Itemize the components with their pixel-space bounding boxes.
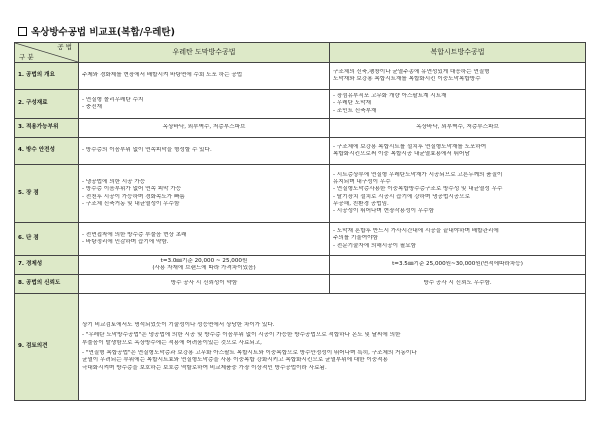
review-row bbox=[15, 294, 586, 401]
composite-cell bbox=[330, 256, 586, 275]
cell-line: - 전문기술자에 의해시공이 필요함 bbox=[333, 242, 417, 249]
comparison-table bbox=[14, 42, 586, 401]
row-label: 3. 적용가능부위 bbox=[15, 119, 79, 138]
cell-line: 방수 공사 시 신뢰성이 약함 bbox=[170, 280, 238, 287]
table-row bbox=[15, 223, 586, 256]
row-label: 6. 단 점 bbox=[15, 223, 79, 256]
cell-line: t=3.0㎜기준 20,000 ~ 25,000원 bbox=[160, 257, 248, 264]
review-line: 상기 비교검토에서도 명석되었듯이 기술성이나 성능면에서 상당한 차이가 있다. bbox=[82, 322, 275, 329]
table-row bbox=[15, 119, 586, 138]
review-line: 부풀음이 발생함으로 옥상방수에는 적용에 어려움이있는 것으로 사료되고, bbox=[82, 339, 262, 346]
urethane-cell bbox=[79, 119, 330, 138]
review-line: - "연질형 복합공법"은 연질형도막층과 보강용 고무화 아스팔트 복합시트와 이중복합으로 방수안정성이 뛰어나며 특히, 구조체의 거동이나 bbox=[82, 350, 417, 356]
cell-line: - 연질형도막층사용한 이중복합방수층구조로 방수성 및 내균열성 우수 bbox=[333, 186, 503, 193]
composite-cell bbox=[330, 275, 586, 294]
urethane-cell bbox=[79, 90, 330, 119]
cell-line: - 조인트 신축부재 bbox=[333, 107, 377, 114]
table-row bbox=[15, 138, 586, 165]
table-row bbox=[15, 165, 586, 223]
cell-line: - 전천후 시공이 가능하며 경화속도가 빠름 bbox=[82, 193, 185, 200]
cell-line: - 시트층상부에 연질형 우레탄도막재가 시공되므로 고른두께의 품질이 bbox=[333, 171, 503, 178]
cell-line: 도막재와 보강용 복합시트재를 복합화시킨 이중도막복합방수 bbox=[333, 76, 481, 82]
cell-line: - 우레탄 도막재 bbox=[333, 100, 371, 107]
cell-line: - 냉공법에 의한 시공 가능 bbox=[82, 178, 146, 185]
urethane-cell bbox=[79, 138, 330, 165]
header-method-label: 공 법 bbox=[57, 43, 72, 51]
cell-line: 복합화시킨으로써 이중 복합시공 내균열효용에서 뛰어남 bbox=[333, 151, 470, 157]
cell-line: - 전면접착에 의한 방수층 부풀음 현상 초래 bbox=[82, 231, 187, 238]
row-label: 2. 구성재료 bbox=[15, 90, 79, 119]
row-label: 9. 검토의견 bbox=[15, 294, 79, 401]
cell-line: 주제와 경화제를 현장에서 배합시켜 바탕면에 수회 도포 하는 공법 bbox=[82, 72, 243, 79]
table-row bbox=[15, 90, 586, 119]
document-title-text: 옥상방수공법 비교표(복합/우레탄) bbox=[31, 27, 175, 38]
square-bullet-icon bbox=[18, 27, 27, 36]
composite-cell bbox=[330, 138, 586, 165]
urethane-cell bbox=[79, 256, 330, 275]
cell-line: - 방수층 이음부위가 없어 연속 피막 가능 bbox=[82, 186, 182, 193]
cell-line: 구조체의 신축,팽창이나 균열주종에 유연성있게 대응하는 연질형 bbox=[333, 68, 490, 75]
cell-line: - 장섬유부직포 고무화 개량 아스팔트계 시트재 bbox=[333, 93, 447, 100]
table-header-row bbox=[15, 43, 586, 63]
header-corner-cell bbox=[15, 43, 79, 63]
urethane-cell bbox=[79, 275, 330, 294]
cell-line: 무공해, 친환경 공법임. bbox=[333, 200, 389, 207]
cell-line: 방수 공사 시 신뢰도 우수함. bbox=[423, 280, 492, 287]
row-label: 8. 공법의 신뢰도 bbox=[15, 275, 79, 294]
composite-cell bbox=[330, 165, 586, 223]
cell-line: - 바탕정리에 민감하며 습기에 약함. bbox=[82, 239, 169, 245]
cell-line: - 방수층의 이음부위 없이 연속피막을 형성할 수 있다. bbox=[82, 147, 212, 154]
header-composite-sheet: 복합시트방수공법 bbox=[330, 43, 586, 63]
cell-line: 옥상바닥, 외부벽수, 저층부스파브 bbox=[416, 124, 499, 131]
composite-cell bbox=[330, 223, 586, 256]
composite-cell bbox=[330, 63, 586, 90]
cell-line: - 구조체 신축거동 및 내균열성이 우수함 bbox=[82, 200, 180, 207]
urethane-cell bbox=[79, 63, 330, 90]
cell-line: t=3.5㎜기준 25,000원~30,000원(면적에따라차등) bbox=[392, 261, 523, 268]
header-category-label: 구 분 bbox=[19, 52, 34, 61]
table-row bbox=[15, 63, 586, 90]
table-row bbox=[15, 256, 586, 275]
cell-line: 주의를 기울여야함 bbox=[333, 235, 379, 242]
review-line: 극대화시켜며 방수층을 보호하는 보호층 역할로하여 비교제품중 가장 이상적인 방수공법이라 사료됨. bbox=[82, 364, 327, 371]
review-line: - "우레탄 도막방수공법"은 냉공법에 의한 시공 및 방수층 이음부위 없이 시공이 가능한 방수공법으로 적합하나 온도 및 날씨에 의한 bbox=[82, 332, 401, 339]
cell-line: - 도막재 혼합후 반드시 가사시간내에 시공을 끝내야하며 배합관리에 bbox=[333, 228, 499, 235]
row-label: 4. 방수 안전성 bbox=[15, 138, 79, 165]
composite-cell bbox=[330, 90, 586, 119]
cell-line: - 시공성이 뛰어나며 현장작용성이 우수함 bbox=[333, 208, 434, 215]
review-line: 균열이 우려되는 부위에는 복합시트효와 연질형도막층을 사용 이중복합 강화시키고 복합화시킨으로 균열부위에 대한 이중적용 bbox=[82, 357, 388, 364]
urethane-cell bbox=[79, 223, 330, 256]
cell-line: 옥상바닥, 외부벽수, 저층부스파브 bbox=[162, 124, 246, 131]
cell-line: - 탈기장치 설치로 시공시 습기에 강하며 냉공법시공으로 bbox=[333, 193, 470, 200]
header-urethane: 우레탄 도막방수공법 bbox=[79, 43, 330, 63]
composite-cell bbox=[330, 119, 586, 138]
urethane-cell bbox=[79, 165, 330, 223]
row-label: 1. 공법의 개요 bbox=[15, 63, 79, 90]
review-cell bbox=[79, 294, 586, 401]
row-label: 5. 장 점 bbox=[15, 165, 79, 223]
cell-line: - 충진재 bbox=[82, 104, 103, 110]
document-title bbox=[18, 24, 175, 38]
table-row bbox=[15, 275, 586, 294]
cell-line: 유지되며 내구성이 우수 bbox=[333, 178, 391, 185]
cell-line: - 연질형 폴리우레탄 수지 bbox=[82, 96, 144, 103]
cell-line: (사용 자재에 브랜드에 따라 가격차이있음) bbox=[152, 265, 256, 271]
cell-line: - 구조체에 보강용 복합시트를 설치후 연질형도막재를 도포하여 bbox=[333, 143, 487, 150]
row-label: 7. 경제성 bbox=[15, 256, 79, 275]
